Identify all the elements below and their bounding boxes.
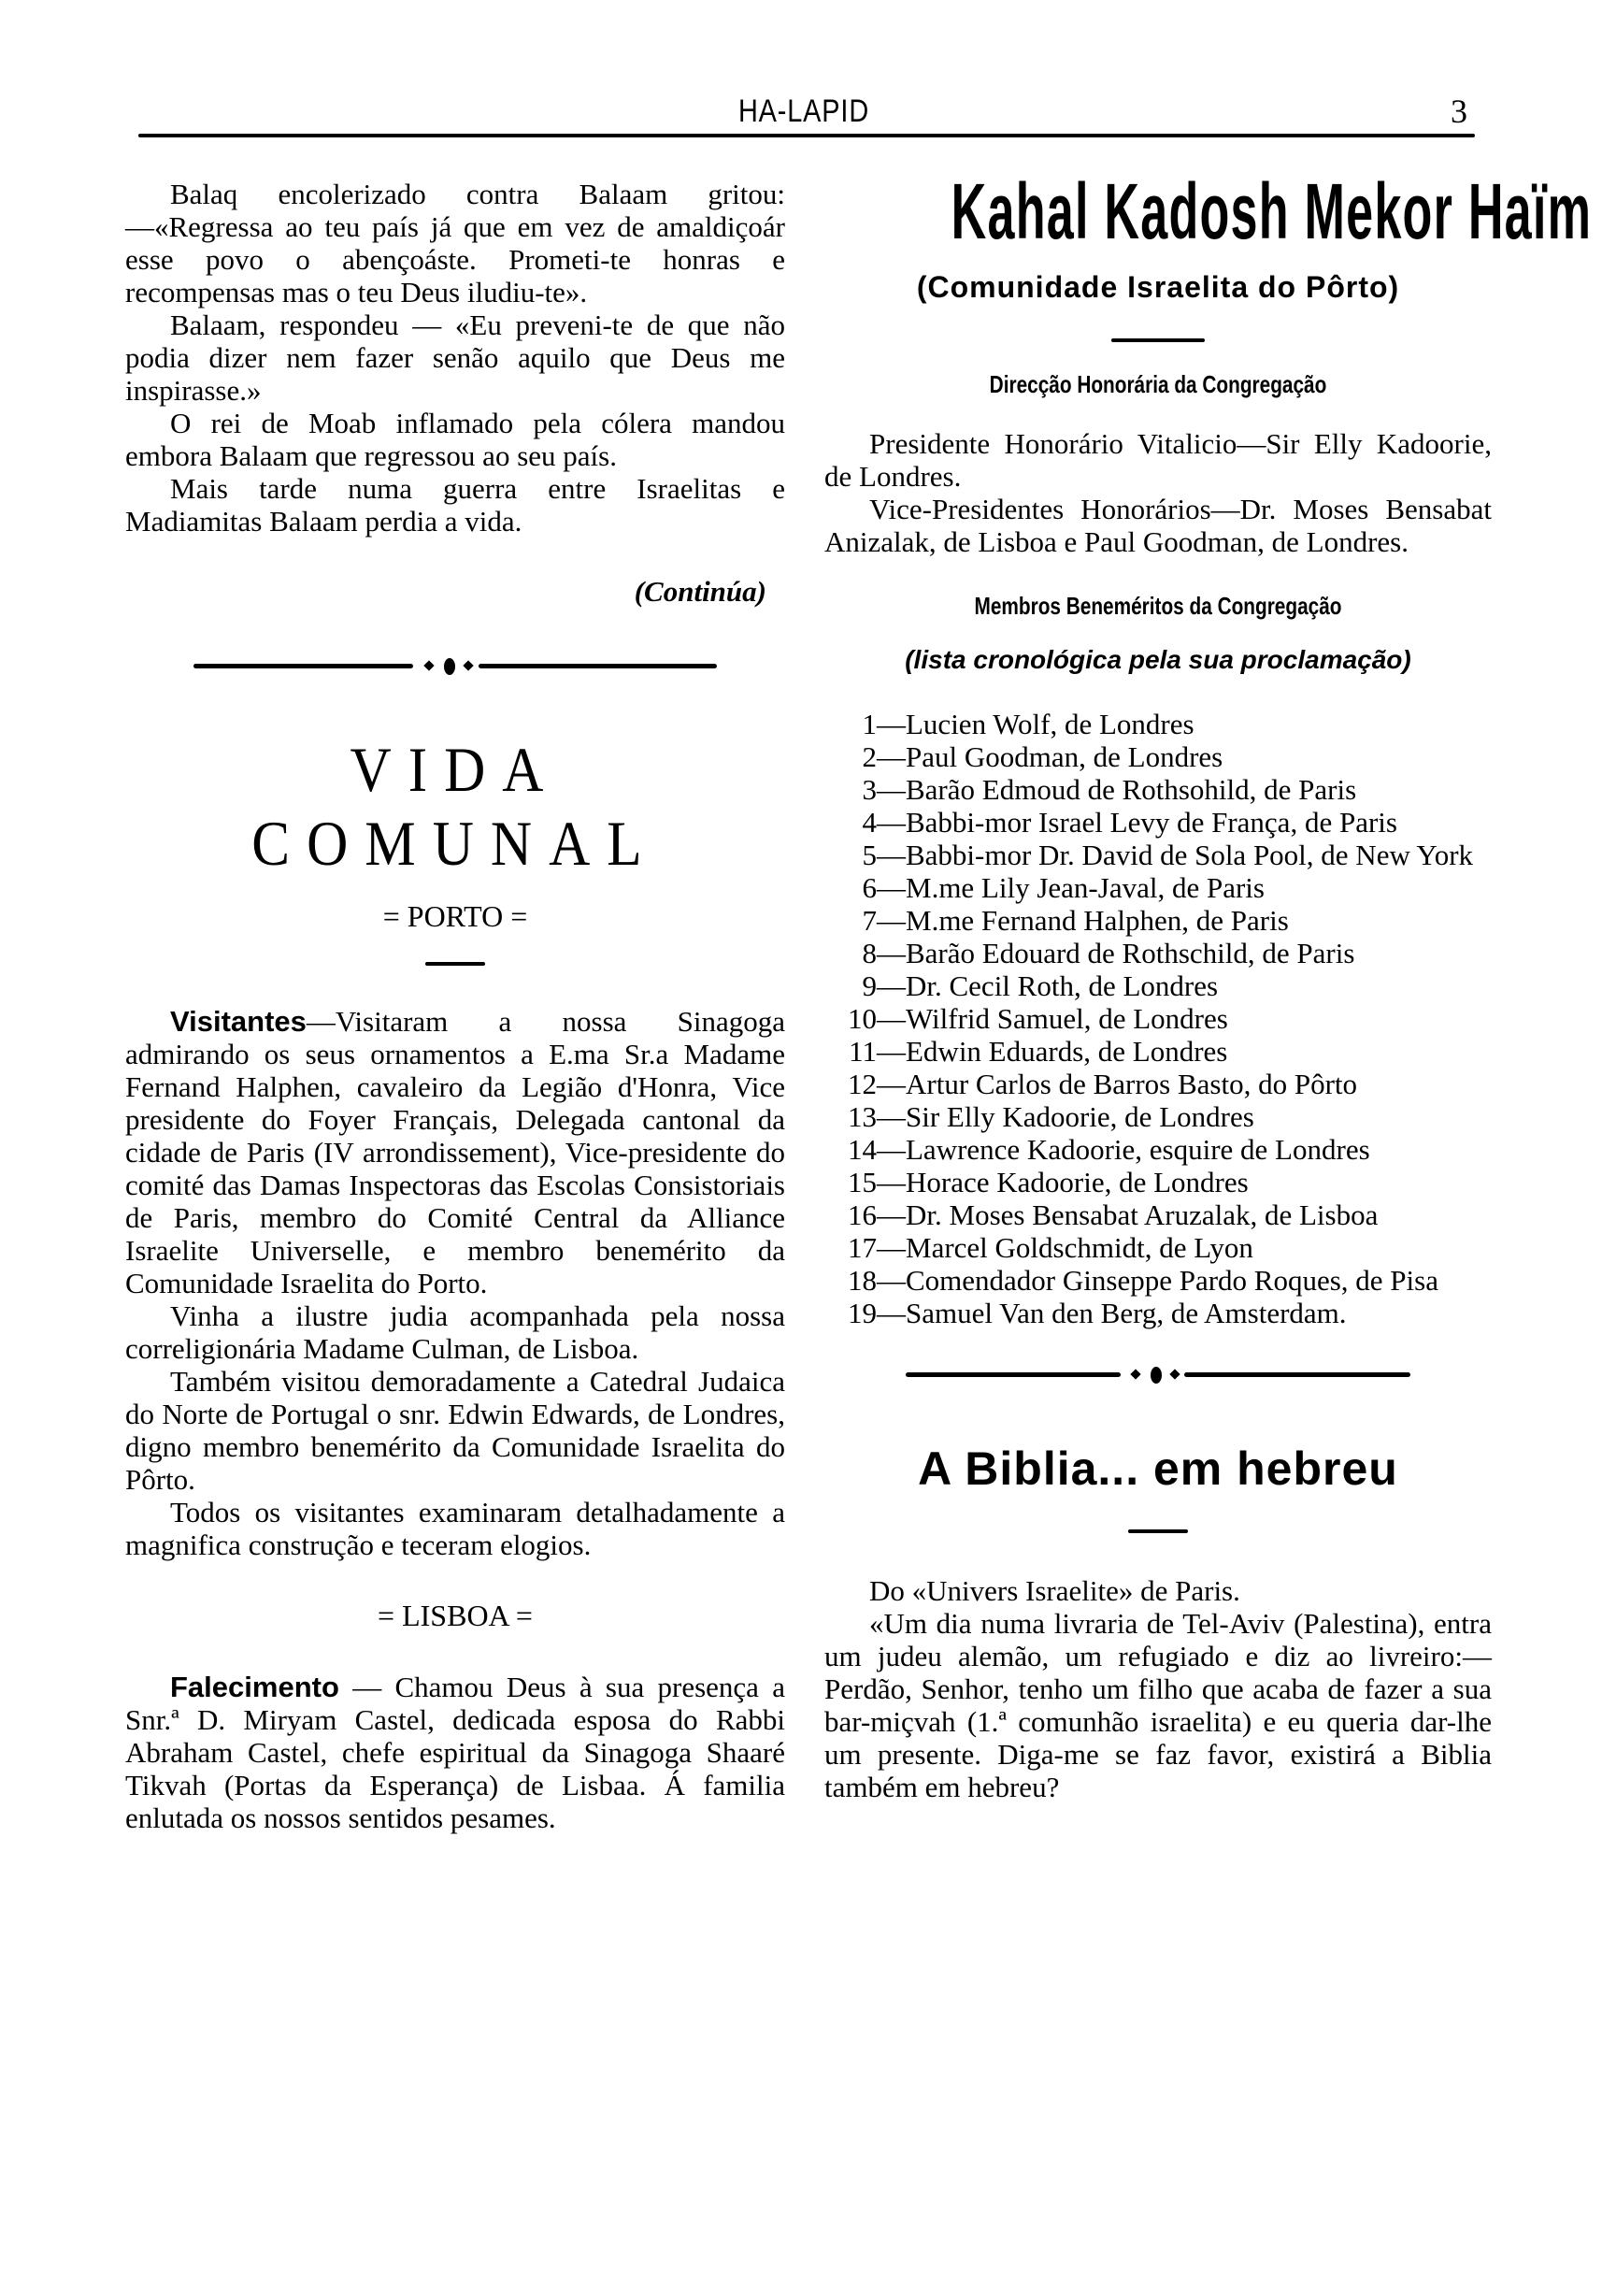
falecimento-text: — Chamou Deus à sua presença a Snr.ª D. Miryam Castel, dedicada esposa do Rabbi Abraham Castel, chefe espiritual da Sinagoga Shaaré Tikvah (Portas da Esperança) de Lisbaa. Á familia enlutada os nossos sentidos pesames.	[125, 1671, 785, 1834]
member-number: 18	[848, 1264, 877, 1297]
lisboa-heading: = LISBOA =	[378, 1599, 533, 1632]
ornamental-divider	[906, 1365, 1410, 1384]
member-name: Barão Edouard de Rothschild, de Paris	[906, 937, 1355, 969]
balaam-paragraph: Mais tarde numa guerra entre Israelitas e Madiamitas Balaam perdia a vida.	[125, 472, 785, 538]
member-item	[824, 1002, 1492, 1035]
short-rule	[1128, 1529, 1188, 1533]
direccao-heading: Direcção Honorária da Congregação	[989, 370, 1327, 398]
member-name: Babbi-mor Dr. David de Sola Pool, de New York	[906, 839, 1474, 871]
biblia-paragraph: Do «Univers Israelite» de Paris.	[869, 1574, 1240, 1607]
member-item	[824, 937, 1492, 969]
publication-title: HA-LAPID	[737, 93, 870, 129]
member-name: Babbi-mor Israel Levy de França, de Paris	[906, 806, 1397, 839]
direccao-paragraph: Vice-Presidentes Honorários—Dr. Moses Bensabat Anizalak, de Lisboa e Paul Goodman, de Londres.	[824, 493, 1492, 558]
short-rule	[1111, 338, 1205, 342]
member-dash: —	[877, 1198, 906, 1231]
member-dash: —	[877, 1035, 906, 1068]
member-item	[824, 1100, 1492, 1133]
porto-heading: = PORTO =	[382, 899, 528, 933]
balaam-paragraph: O rei de Moab inflamado pela cólera mandou embora Balaam que regressou ao seu país.	[125, 407, 785, 472]
member-name: Edwin Eduards, de Londres	[906, 1035, 1228, 1068]
member-number: 8	[862, 937, 877, 969]
member-item	[824, 1035, 1492, 1068]
member-name: M.me Fernand Halphen, de Paris	[906, 904, 1289, 937]
member-number: 17	[848, 1231, 877, 1264]
membros-note: (lista cronológica pela sua proclamação)	[905, 645, 1411, 674]
right-column	[824, 167, 1593, 1803]
member-name: Sir Elly Kadoorie, de Londres	[906, 1100, 1254, 1133]
continua-note: (Continúa)	[634, 575, 766, 608]
member-dash: —	[877, 708, 906, 740]
member-name: Horace Kadoorie, de Londres	[906, 1166, 1249, 1198]
balaam-paragraph: Balaq encolerizado contra Balaam gritou: —«Regressa ao teu país já que em vez de amaldiçoár esse povo o abençoáste. Prometi-te honras e recompensas mas o teu Deus iludiu-te».	[125, 178, 785, 309]
member-item	[824, 1133, 1492, 1166]
member-number: 10	[848, 1002, 877, 1035]
member-name: Lawrence Kadoorie, esquire de Londres	[906, 1133, 1370, 1166]
member-dash: —	[877, 1133, 906, 1166]
member-item	[824, 871, 1492, 904]
member-number: 12	[848, 1068, 877, 1100]
kahal-title: Kahal Kadosh Mekor Haïm	[951, 167, 1593, 255]
visitantes-text: —Visitaram a nossa Sinagoga admirando os seus ornamentos a E.ma Sr.a Madame Fernand Halphen, cavaleiro da Legião d'Honra, Vice presidente do Foyer Français, Delegada cantonal da cidade de Paris (IV arrondissement), Vice-presidente do comité das Damas Inspectoras das Escolas Consistoriais de Paris, membro do Comité Central da Alliance Israelite Universelle, e membro benemérito da Comunidade Israelita do Porto.	[125, 1005, 785, 1299]
porto-paragraph: Vinha a ilustre judia acompanhada pela nossa correligionária Madame Culman, de Lisboa.	[125, 1299, 785, 1365]
member-dash: —	[877, 969, 906, 1002]
member-number: 3	[862, 773, 877, 806]
member-dash: —	[877, 1100, 906, 1133]
member-item	[824, 839, 1492, 871]
member-dash: —	[877, 937, 906, 969]
member-name: Comendador Ginseppe Pardo Roques, de Pisa	[906, 1264, 1438, 1297]
member-dash: —	[877, 806, 906, 839]
member-name: M.me Lily Jean-Javal, de Paris	[906, 871, 1265, 904]
member-item	[824, 708, 1492, 740]
member-number: 5	[862, 839, 877, 871]
biblia-paragraph: «Um dia numa livraria de Tel-Aviv (Palestina), entra um judeu alemão, um refugiado e diz ao livreiro:—Perdão, Senhor, tenho um filho que acaba de fazer a sua bar-miçvah (1.ª comunhão israelita) e eu queria dar-lhe um presente. Diga-me se faz favor, existirá a Biblia também em hebreu?	[824, 1607, 1492, 1803]
member-number: 4	[862, 806, 877, 839]
member-item	[824, 1297, 1492, 1329]
direccao-paragraph: Presidente Honorário Vitalicio—Sir Elly Kadoorie, de Londres.	[824, 427, 1492, 493]
kahal-subtitle: (Comunidade Israelita do Pôrto)	[916, 270, 1400, 304]
member-item	[824, 773, 1492, 806]
member-name: Wilfrid Samuel, de Londres	[906, 1002, 1228, 1035]
member-name: Paul Goodman, de Londres	[906, 740, 1223, 773]
member-number: 6	[862, 871, 877, 904]
falecimento-paragraph	[125, 1671, 785, 1834]
left-column	[125, 178, 785, 1834]
member-item	[824, 1068, 1492, 1100]
member-item	[824, 969, 1492, 1002]
members-list	[824, 708, 1492, 1329]
header-rule	[138, 134, 1475, 137]
biblia-title: A Biblia... em hebreu	[918, 1442, 1398, 1495]
member-dash: —	[877, 1231, 906, 1264]
member-item	[824, 1231, 1492, 1264]
member-number: 16	[848, 1198, 877, 1231]
member-number: 2	[862, 740, 877, 773]
member-number: 7	[862, 904, 877, 937]
member-item	[824, 904, 1492, 937]
member-item	[824, 1166, 1492, 1198]
member-name: Barão Edmoud de Rothsohild, de Paris	[906, 773, 1357, 806]
member-name: Lucien Wolf, de Londres	[906, 708, 1194, 740]
member-name: Dr. Cecil Roth, de Londres	[906, 969, 1219, 1002]
ornamental-divider	[193, 656, 717, 675]
member-dash: —	[877, 1264, 906, 1297]
member-dash: —	[877, 1002, 906, 1035]
member-item	[824, 806, 1492, 839]
member-dash: —	[877, 871, 906, 904]
member-number: 14	[848, 1133, 877, 1166]
member-number: 11	[849, 1035, 877, 1068]
member-number: 15	[848, 1166, 877, 1198]
member-dash: —	[877, 1297, 906, 1329]
member-name: Dr. Moses Bensabat Aruzalak, de Lisboa	[906, 1198, 1379, 1231]
member-dash: —	[877, 1068, 906, 1100]
member-number: 1	[862, 708, 877, 740]
member-number: 9	[862, 969, 877, 1002]
visitantes-lead: Visitantes	[170, 1005, 307, 1038]
visitantes-paragraph	[125, 1005, 785, 1299]
member-item	[824, 740, 1492, 773]
page-number: 3	[1451, 93, 1467, 130]
section-title-vida-comunal: VIDA COMUNAL	[251, 734, 659, 879]
member-dash: —	[877, 904, 906, 937]
member-name: Marcel Goldschmidt, de Lyon	[906, 1231, 1253, 1264]
member-item	[824, 1264, 1492, 1297]
porto-paragraph: Todos os visitantes examinaram detalhadamente a magnifica construção e teceram elogios.	[125, 1496, 785, 1561]
falecimento-lead: Falecimento	[170, 1671, 339, 1703]
balaam-paragraph: Balaam, respondeu — «Eu preveni-te de que não podia dizer nem fazer senão aquilo que Deus me inspirasse.»	[125, 309, 785, 407]
short-rule	[425, 962, 485, 966]
member-item	[824, 1198, 1492, 1231]
member-number: 19	[848, 1297, 877, 1329]
member-dash: —	[877, 740, 906, 773]
member-dash: —	[877, 773, 906, 806]
member-name: Artur Carlos de Barros Basto, do Pôrto	[906, 1068, 1358, 1100]
member-dash: —	[877, 839, 906, 871]
member-number: 13	[848, 1100, 877, 1133]
member-dash: —	[877, 1166, 906, 1198]
porto-paragraph: Também visitou demoradamente a Catedral Judaica do Norte de Portugal o snr. Edwin Edwards, de Londres, digno membro benemérito da Comunidade Israelita do Pôrto.	[125, 1365, 785, 1496]
member-name: Samuel Van den Berg, de Amsterdam.	[906, 1297, 1347, 1329]
membros-heading: Membros Beneméritos da Congregação	[974, 592, 1342, 620]
